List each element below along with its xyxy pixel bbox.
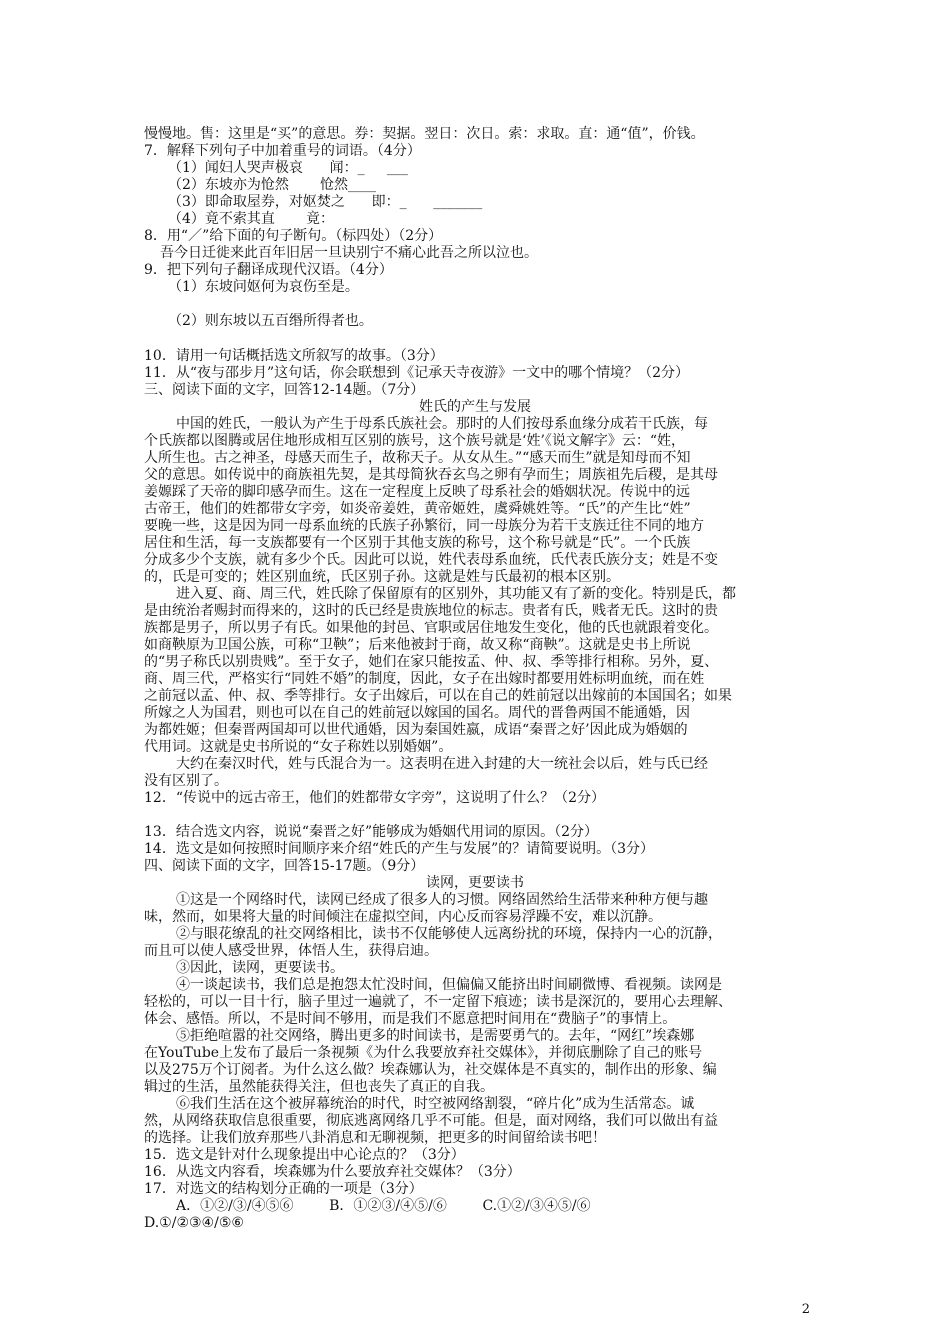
article-2-title: 读网，更要读书 — [426, 875, 524, 891]
article-2-line: 以及275万个订阅者。为什么这么做？埃森娜认为，社交媒体是不真实的，制作出的形象、编 — [144, 1062, 717, 1078]
article-1-line: 代用词。这就是史书所说的“女子称姓以别婚姻”。 — [144, 739, 453, 755]
article-2-line: ③因此，读网，更要读书。 — [176, 960, 344, 976]
article-2-line: 轻松的，可以一目十行，脑子里过一遍就了，不一定留下痕迹；读书是深沉的，要用心去理解、 — [144, 994, 732, 1010]
article-2-line: 体会、感悟。所以，不是时间不够用，而是我们不愿意把时间用在“费脑子”的事情上。 — [144, 1011, 677, 1027]
article-1-line: 商、周三代，严格实行“同姓不婚”的制度，因此，女子在出嫁时都要用姓标明血统，而在姓 — [144, 671, 705, 687]
article-1-title: 姓氏的产生与发展 — [419, 399, 531, 415]
article-1-line: 中国的姓氏，一般认为产生于母系氏族社会。那时的人们按母系血缘分成若干氏族，每 — [176, 416, 708, 432]
question-15: 15．选文是针对什么现象提出中心论点的？（3分） — [144, 1147, 465, 1163]
question-7: 7．解释下列句子中加着重号的词语。（4分） — [144, 143, 421, 159]
section-3-heading: 三、阅读下面的文字，回答12-14题。（7分） — [144, 382, 425, 398]
question-7-item-3: （3）即命取屋券，对妪焚之 即：_ _______ — [168, 194, 483, 210]
article-2-line: ④一谈起读书，我们总是抱怨太忙没时间，但偏偏又能挤出时间刷微博、看视频。读网是 — [176, 977, 722, 993]
article-2-line: 味，然而，如果将大量的时间倾注在虚拟空间，内心反而容易浮躁不安，难以沉静。 — [144, 909, 662, 925]
article-1-line: 没有区别了。 — [144, 773, 228, 789]
article-1-line: 如商鞅原为卫国公族，可称“卫鞅”；后来他被封于商，故又称“商鞅”。这就是史书上所说 — [144, 637, 691, 653]
question-8-sentence: 吾今日迁徙来此百年旧居一旦诀别宁不痛心此吾之所以泣也。 — [160, 245, 538, 261]
article-1-line: 姜嫄踩了天帝的脚印感孕而生。这在一定程度上反映了母系社会的婚姻状况。传说中的远 — [144, 484, 690, 500]
article-1-line: 个氏族都以图腾或居住地形成相互区别的族号，这个族号就是‘姓’《说文解字》云：“姓， — [144, 433, 686, 449]
question-17: 17．对选文的结构划分正确的一项是（3分） — [144, 1181, 423, 1197]
question-16: 16．从选文内容看，埃森娜为什么要放弃社交媒体？（3分） — [144, 1164, 521, 1180]
text-line: 慢慢地。售：这里是“买”的意思。券：契据。翌日：次日。索：求取。直：通“值”，价钱。 — [144, 126, 705, 142]
article-2-line: ⑥我们生活在这个被屏幕统治的时代，时空被网络割裂，“碎片化”成为生活常态。诚 — [176, 1096, 695, 1112]
question-11: 11．从“夜与邵步月”这句话，你会联想到《记承天寺夜游》一文中的哪个情境？（2分） — [144, 365, 690, 381]
article-1-line: 进入夏、商、周三代，姓氏除了保留原有的区别外，其功能又有了新的变化。特别是氏，都 — [176, 586, 736, 602]
article-1-line: 的“男子称氏以别贵贱”。至于女子，她们在家只能按孟、仲、叔、季等排行相称。另外，夏、 — [144, 654, 719, 670]
article-1-line: 人所生也。古之神圣，母感天而生子，故称天子。从女从生。”“感天而生”就是知母而不知 — [144, 450, 691, 466]
article-2-line: 辑过的生活，虽然能获得关注，但也丧失了真正的自我。 — [144, 1079, 494, 1095]
article-1-line: 族都是男子，所以男子有氏。如果他的封邑、官职或居住地发生变化，他的氏也就跟着变化。 — [144, 620, 718, 636]
question-9-item-1: （1）东坡问妪何为哀伤至是。 — [168, 279, 359, 295]
question-17-options: A．①②/③/④⑤⑥ B．①②③/④⑤/⑥ C.①②/③④⑤/⑥ — [176, 1198, 591, 1214]
article-2-line: ①这是一个网络时代，读网已经成了很多人的习惯。网络固然给生活带来种种方便与趣 — [176, 892, 708, 908]
question-7-item-4: （4）竟不索其直 竟： — [168, 211, 335, 227]
question-12: 12．“传说中的远古帝王，他们的姓都带女字旁”，这说明了什么？（2分） — [144, 790, 606, 806]
article-1-line: 的，氏是可变的；姓区别血统，氏区别子孙。这就是姓与氏最初的根本区别。 — [144, 569, 620, 585]
question-13: 13．结合选文内容，说说“秦晋之好”能够成为婚姻代用词的原因。（2分） — [144, 824, 599, 840]
question-9-item-2: （2）则东坡以五百缗所得者也。 — [168, 313, 373, 329]
article-1-line: 为都姓姬；但秦晋两国却可以世代通婚，因为秦国姓嬴，成语“秦晋之好’因此成为婚姻的 — [144, 722, 688, 738]
article-2-line: 在YouTube上发布了最后一条视频《为什么我要放弃社交媒体》，并彻底删除了自己的账号 — [144, 1045, 703, 1061]
article-1-line: 分成多少个支族，就有多少个氏。因此可以说，姓代表母系血统，氏代表氏族分支；姓是不变 — [144, 552, 718, 568]
question-7-item-2: （2）东坡亦为怆然 怆然____ — [168, 177, 377, 193]
article-1-line: 居住和生活，每一支族都要有一个区别于其他支族的称号，这个称号就是“氏”。一个氏族 — [144, 535, 691, 551]
section-4-heading: 四、阅读下面的文字，回答15-17题。（9分） — [144, 858, 425, 874]
question-14: 14．选文是如何按照时间顺序来介绍“姓氏的产生与发展”的？请简要说明。（3分） — [144, 841, 655, 857]
question-7-item-1: （1）闻妇人哭声极哀 闻：_ ___ — [168, 160, 408, 176]
article-2-line: ②与眼花缭乱的社交网络相比，读书不仅能够使人远离纷扰的环境，保持内一心的沉静， — [176, 926, 722, 942]
article-1-line: 古帝王，他们的姓都带女字旁，如炎帝姜姓，黄帝姬姓，虞舜姚姓等。“氏”的产生比“姓” — [144, 501, 691, 517]
article-2-line: 的选择。让我们放弃那些八卦消息和无聊视频，把更多的时间留给读书吧！ — [144, 1130, 606, 1146]
article-1-line: 之前冠以孟、仲、叔、季等排行。女子出嫁后，可以在自己的姓前冠以出嫁前的本国国名；如果 — [144, 688, 732, 704]
article-2-line: 而且可以使人感受世界，体悟人生，获得启迪。 — [144, 943, 438, 959]
question-9: 9．把下列句子翻译成现代汉语。（4分） — [144, 262, 393, 278]
question-8: 8．用“／”给下面的句子断句。（标四处）（2分） — [144, 228, 443, 244]
article-2-line: 然，从网络获取信息很重要，彻底逃离网络几乎不可能。但是，面对网络，我们可以做出有益 — [144, 1113, 718, 1129]
article-1-line: 是由统治者赐封而得来的，这时的氏已经是贵族地位的标志。贵者有氏，贱者无氏。这时的贵 — [144, 603, 718, 619]
article-1-line: 所嫁之人为国君，则也可以在自己的姓前冠以嫁国的国名。周代的晋鲁两国不能通婚，因 — [144, 705, 690, 721]
page-number: 2 — [801, 1302, 810, 1317]
question-17-option-d: D.①/②③④/⑤⑥ — [144, 1215, 244, 1231]
article-2-line: ⑤拒绝喧嚣的社交网络，腾出更多的时间读书，是需要勇气的。去年，“网红”埃森娜 — [176, 1028, 695, 1044]
article-1-line: 要晚一些，这是因为同一母系血统的氏族子孙繁衍，同一母族分为若干支族迁往不同的地方 — [144, 518, 704, 534]
article-1-line: 父的意思。如传说中的商族祖先契，是其母简狄吞玄鸟之卵有孕而生；周族祖先后稷，是其母 — [144, 467, 718, 483]
question-10: 10．请用一句话概括选文所叙写的故事。（3分） — [144, 348, 444, 364]
article-1-line: 大约在秦汉时代，姓与氏混合为一。这表明在进入封建的大一统社会以后，姓与氏已经 — [176, 756, 708, 772]
